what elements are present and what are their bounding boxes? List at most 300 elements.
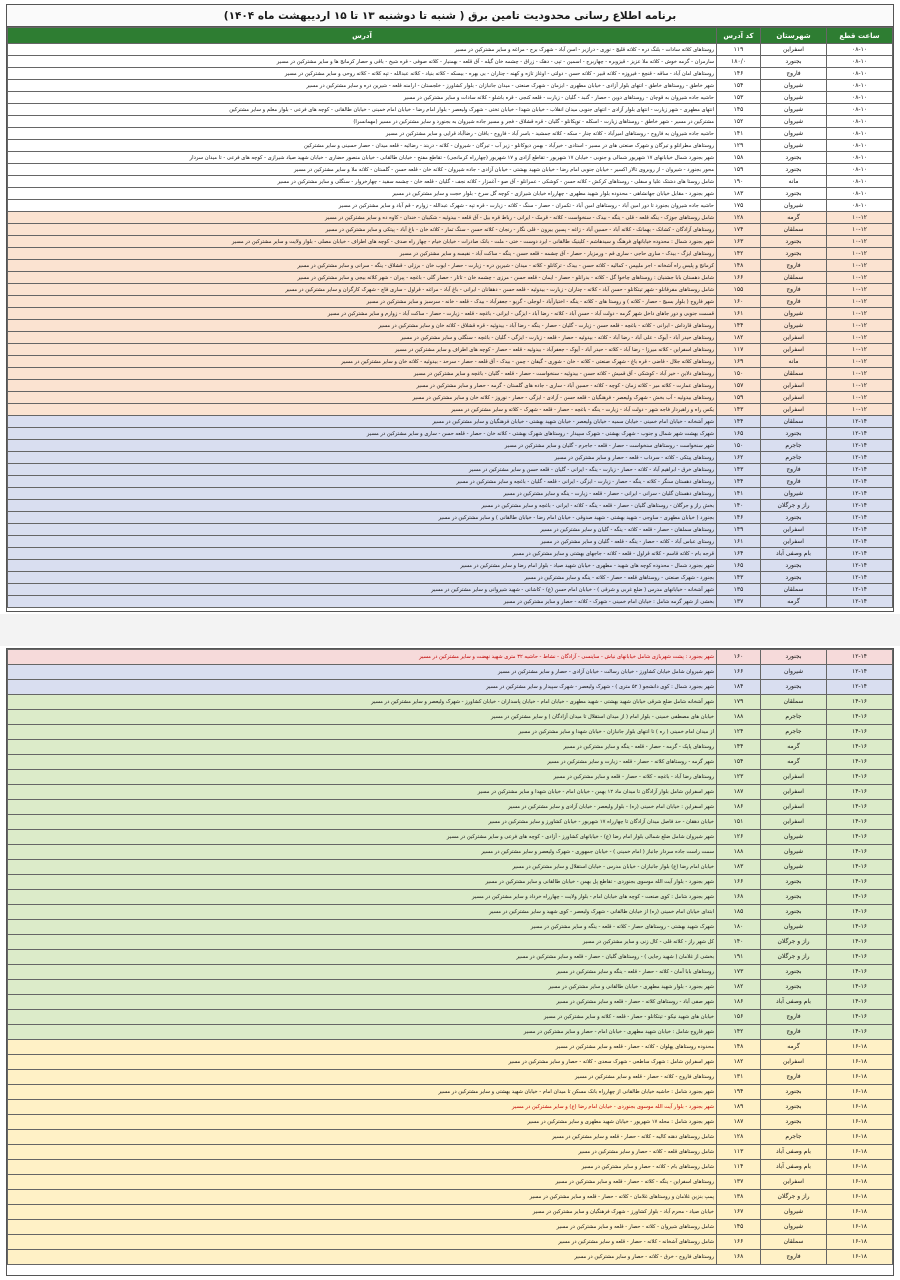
cell-address: شامل روستا های دشتک علیا و سفلی - روستاهای کرکش - کلاته حسن - کوشکی - عمرانلو - آق صو - آغمزار - کلاته نجف - گلیان - قلعه خان - چشمه سفید - چهارخروار - سنگلی و سایر مشترکین در مسیر [8,176,717,188]
cell-city: بجنورد [761,560,827,572]
cell-code: ۱۹۱ [717,950,761,965]
cell-city: فاروج [761,1250,827,1265]
cell-time: ۱۰-۱۲ [827,284,893,296]
cell-city: بجنورد [761,1085,827,1100]
cell-city: شیروان [761,488,827,500]
cell-code: ۱۶۳ [717,236,761,248]
table-row [8,1235,893,1250]
cell-code: ۱۵۰ [717,440,761,452]
cell-code: ۱۶۰ [717,650,761,665]
cell-address: روستاهای فاروج - خرق - کلاته - حصار و سایر مشترکین در مسیر [8,1250,717,1265]
cell-time: ۱۰-۱۲ [827,308,893,320]
cell-city: بجنورد [761,650,827,665]
cell-time: ۰۸-۱۰ [827,68,893,80]
cell-code: ۱۲۹ [717,140,761,152]
cell-city: شیروان [761,845,827,860]
cell-city: بجنورد [761,56,827,68]
table-row [8,272,893,284]
cell-address: کرمانج و پلیس راه آشخانه - اجر ملیپس - کمالیه - کلاته حسن - بیدک - ترکانلو - کلاته - میدان - شیرین دره - زیارت - حصار - ایوب خان - برزلی - قشلاق - ینگه - سرانی و سایر مشترکین در مسیر [8,260,717,272]
cell-code: ۱۵۹ [717,164,761,176]
table-row [8,845,893,860]
cell-time: ۱۴-۱۶ [827,920,893,935]
table-row [8,140,893,152]
table-row [8,1070,893,1085]
cell-city: اسفراین [761,404,827,416]
cell-city: مانه [761,176,827,188]
outage-table-part-1 [6,4,894,612]
table-row [8,1025,893,1040]
cell-address: خیابان دهقان - حد فاصل میدان آزادگان تا چهارراه ۱۷ شهریور - خیابان کشاورز و سایر مشترکین در مسیر [8,815,717,830]
cell-city: اسفراین [761,524,827,536]
table-row [8,725,893,740]
cell-time: ۱۴-۱۶ [827,815,893,830]
cell-city: جاجرم [761,710,827,725]
cell-code: ۱۴۱ [717,128,761,140]
table-row [8,152,893,164]
cell-address: شامل روستاهای آشخانه - کلاته - حصار - قلعه و سایر مشترکین در مسیر [8,1235,717,1250]
table-row [8,248,893,260]
cell-code: ۱۸۲ [717,332,761,344]
cell-code: ۱۸۷ [717,1115,761,1130]
table-row [8,1205,893,1220]
table-row [8,1220,893,1235]
cell-address: روستاهای پیتکی - کلاته - سرداب - قلعه - حصار و سایر مشترکین در مسیر [8,452,717,464]
table-row [8,44,893,56]
table-row [8,524,893,536]
table-row [8,1175,893,1190]
cell-time: ۱۴-۱۶ [827,800,893,815]
cell-address: شهر بجنورد - بلوار آیت الله موسوی بجنوردی - تقاطع پل بهمن - خیابان طالقانی و سایر مشترکین در مسیر [8,875,717,890]
cell-code: ۱۴۰ [717,935,761,950]
cell-city: فاروج [761,1025,827,1040]
cell-city: سملقان [761,272,827,284]
cell-city: جاجرم [761,440,827,452]
cell-code: ۱۶۱ [717,308,761,320]
table-row [8,464,893,476]
table-row [8,815,893,830]
cell-code: ۱۷۳ [717,965,761,980]
cell-code: ۱۵۴ [717,80,761,92]
cell-city: بام وصفی آباد [761,1145,827,1160]
cell-address: شهر بجنورد شمال - محدوده کوچه های شهید - مطهری - خیابان شهید صیاد - بلوار امام رضا و سایر مشترکین در مسیر [8,560,717,572]
cell-address: شهر آشخانه - خیابانهای مدرس ( ضلع غربی و شرقی ) - خیابان امام حسن (ع) - کاشانی - شهید شیروانی و سایر مشترکین در مسیر [8,584,717,596]
cell-address: شهر اسفراین شامل بلوار آزادگان تا میدان ماد ۱۲ بهمن - خیابان امام - خیابان شهدا و سایر مشترکین در مسیر [8,785,717,800]
cell-code: ۱۷۹ [717,695,761,710]
cell-address: خیابان امام رضا (ع) بلوار جانبازان - خیابان مدرس - خیابان استقلال و سایر مشترکین در مسیر [8,860,717,875]
cell-city: اسفراین [761,332,827,344]
cell-time: ۱۴-۱۶ [827,755,893,770]
cell-city: فاروج [761,296,827,308]
cell-code: ۱۹۴ [717,1085,761,1100]
table-row [8,200,893,212]
cell-address: روستاهای بابا آمان - کلاته - حصار - قلعه - ینگه و سایر مشترکین در مسیر [8,965,717,980]
cell-address: شهر گرمه - روستاهای کلاته - حصار - قلعه - زیارت و سایر مشترکین در مسیر [8,755,717,770]
cell-address: مشترکین در مسیر - شهر خاطق - روستاهای زیارت - اسکله - توپکانلو - گلیان - قره قشلاق - فجر و مسیر جاده شیروان به بجنورد و سایر مشترکین در مسیر (مهمانسرا) [8,116,717,128]
table-row [8,512,893,524]
cell-code: ۱۵۵ [717,284,761,296]
cell-time: ۱۲-۱۴ [827,500,893,512]
cell-address: روستاهای دهستان گلیان - سرانی - ایرانی - حصار - قلعه - زیارت - ینگه و سایر مشترکین در مسیر [8,488,717,500]
cell-time: ۱۴-۱۶ [827,905,893,920]
table-row [8,236,893,248]
table-row [8,1055,893,1070]
cell-address: شامل روستاهای شیروان - کلاته - حصار - قلعه و سایر مشترکین در مسیر [8,1220,717,1235]
cell-city: جاجرم [761,1130,827,1145]
cell-address: شهر آشخانه شامل ضلع شرقی خیابان شهید بهشتی - شهید مطهری - خیابان امام - خیابان پاسداران - خیابان کشاورز - شهرک ولیعصر و سایر مشترکین در مسیر [8,695,717,710]
cell-code: ۱۶۱ [717,536,761,548]
cell-city: بجنورد [761,152,827,164]
cell-address: روستاهای خرق - ابراهیم آباد - کلاته - حصار - زیارت - ینگه - ایرانی - گلیان - قلعه حسن و سایر مشترکین در مسیر [8,464,717,476]
table-row [8,440,893,452]
cell-city: فاروج [761,476,827,488]
table-row [8,1010,893,1025]
cell-city: سملقان [761,368,827,380]
cell-address: شهرک بهشت شهر شمال و جنوب - شهرک بهشتی - شهرک سپیدار - روستاهای شهرک بهشتی - کلاته خان - حصار - قلعه حسن - ساری و سایر مشترکین در مسیر [8,428,717,440]
cell-address: شهر بجنورد شمال : کوی دانشجو ( ۵۲ متری ) - شهرک ولیعصر - شهرک سپیدار و سایر مشترکین در مسیر [8,680,717,695]
cell-city: شیروان [761,104,827,116]
cell-code: ۱۴۱ [717,488,761,500]
cell-time: ۱۰-۱۲ [827,368,893,380]
cell-code: ۱۴۹ [717,524,761,536]
cell-code: ۱۶۴ [717,548,761,560]
cell-city: شیروان [761,830,827,845]
cell-code: ۱۳۷ [717,1175,761,1190]
page-title: برنامه اطلاع رسانی محدودیت تامین برق ( شنبه تا دوشنبه ۱۳ تا ۱۵ اردیبهشت ماه ۱۴۰۴) [7,5,893,27]
cell-time: ۰۸-۱۰ [827,80,893,92]
table-row [8,536,893,548]
table-row [8,176,893,188]
cell-address: شهرک شهید بهشتی - روستاهای حصار - کلاته - قلعه - ینگه و سایر مشترکین در مسیر [8,920,717,935]
cell-code: ۱۴۳ [717,404,761,416]
cell-time: ۱۶-۱۸ [827,1235,893,1250]
cell-address: روستاهای آزادگان - کشانک - بهمانک - کلاته آباد - حسین آباد - زاغه - پسین بیرون - قلی نگار - رنجان - کلاته حسن - سنگ تمار - کلاته خان - باغ آباد - پیتکی و سایر مشترکین در مسیر [8,224,717,236]
cell-city: گرمه [761,1040,827,1055]
cell-code: ۱۲۶ [717,830,761,845]
cell-address: شامل روستاهای بام - کلاته - حصار و سایر مشترکین در مسیر [8,1160,717,1175]
cell-time: ۱۶-۱۸ [827,1055,893,1070]
cell-address: روستاهای اسفراین - ینگه - کلاته - حصار - قلعه و سایر مشترکین در مسیر [8,1175,717,1190]
cell-code: ۱۷۵ [717,200,761,212]
cell-time: ۰۸-۱۰ [827,116,893,128]
table-row [8,695,893,710]
table-row [8,260,893,272]
cell-address: شهر صفی آباد - روستاهای کلاته - حصار - قلعه و سایر مشترکین در مسیر [8,995,717,1010]
cell-time: ۱۶-۱۸ [827,1250,893,1265]
cell-time: ۱۲-۱۴ [827,650,893,665]
table-row [8,164,893,176]
cell-address: شهر فاروج ( بلوار بسیج - حصار - کلاته ) و روستا های - کلاته - ینگه - اختیارآباد - لوجلی - گریو - جعفرآباد - بیدک - قلعه - خانه - سرسبز و سایر مشترکین در مسیر [8,296,717,308]
cell-city: شیروان [761,665,827,680]
cell-address: روستاهای دهستان سنگر - کلاته - ینگه - حصار - زیارت - ایزگی - ایرانی - قلعه - گلیان - باغچه و سایر مشترکین در مسیر [8,476,717,488]
cell-time: ۱۶-۱۸ [827,1145,893,1160]
cell-time: ۱۲-۱۴ [827,536,893,548]
cell-time: ۱۶-۱۸ [827,1085,893,1100]
cell-address: خیابان صیاد - محرم آباد - بلوار کشاورز - شهرک فرهنگیان و سایر مشترکین در مسیر [8,1205,717,1220]
cell-code: ۱۸۲ [717,980,761,995]
cell-code: ۱۳۸ [717,1190,761,1205]
cell-time: ۱۲-۱۴ [827,680,893,695]
cell-time: ۰۸-۱۰ [827,56,893,68]
cell-code: ۱۶۶ [717,1235,761,1250]
cell-address: یکس راه و راهبردار فاجه شهر - دولت آباد - زیارت - ینگه - باغچه - حصار - قلعه - شهرک - کلاته و سایر مشترکین در مسیر [8,404,717,416]
cell-address: شهر فاروج شامل : خیابان شهید مطهری - خیابان امام - حصار و سایر مشترکین در مسیر [8,1025,717,1040]
table-row [8,56,893,68]
cell-time: ۱۰-۱۲ [827,212,893,224]
table-row [8,1190,893,1205]
cell-city: شیروان [761,140,827,152]
cell-city: بام وصفی آباد [761,995,827,1010]
cell-address: شهر بجنورد شامل : کوی صنعت - کوچه های خیابان امام - بلوار ولایت - چهارراه خرداد و سایر مشترکین در مسیر [8,890,717,905]
cell-code: ۱۵۴ [717,755,761,770]
cell-time: ۱۴-۱۶ [827,860,893,875]
cell-code: ۱۱۳ [717,1145,761,1160]
cell-time: ۱۶-۱۸ [827,1160,893,1175]
cell-code: ۱۶۰ [717,296,761,308]
cell-code: ۱۸۳ [717,188,761,200]
cell-address: انتهای مطهری - شهر زیارت - انتهای بلوار آزادی - انتهای جنوبی میدان انقلاب - خیابان شهدا - خیابان تختی - شهرک ولیعصر - بلوار امام رضا - خیابان امام خمینی - خیابان طالقانی - کوچه های فرعی - بلوار معلم و سایر مشترکین [8,104,717,116]
cell-address: شهر سنخواست - روستاهای سنخواست - حصار - قلعه - جاجرم - گلیان و سایر مشترکین در مسیر [8,440,717,452]
cell-address: شهر بجنورد شامل : محله ۱۷ شهریور - خیابان شهید مطهری و سایر مشترکین در مسیر [8,1115,717,1130]
cell-code: ۱۲۸ [717,212,761,224]
outage-table-continued [7,649,893,1265]
cell-code: ۱۴۸ [717,260,761,272]
cell-time: ۱۲-۱۴ [827,524,893,536]
cell-city: اسفراین [761,785,827,800]
cell-time: ۱۲-۱۴ [827,665,893,680]
cell-address: شهر بجنورد - بلوار آیت الله موسوی بجنوردی - خیابان امام رضا (ع) و سایر مشترکین در مسیر [8,1100,717,1115]
table-row [8,380,893,392]
cell-address: بخش راز و جرگلان - روستاهای گلیان - حصار - قلعه - ینگه - کلاته - ایرانی - باغچه و سایر مشترکین در مسیر [8,500,717,512]
cell-city: بجنورد [761,905,827,920]
cell-time: ۱۴-۱۶ [827,965,893,980]
table-row [8,572,893,584]
table-row [8,104,893,116]
cell-city: بجنورد [761,572,827,584]
cell-time: ۱۲-۱۴ [827,572,893,584]
cell-address: بجنورد ( خیابان مطهری - ساوجی - شهید بهشتی - شهید صدوقی - خیابان امام رضا - خیابان طالقانی ) و سایر مشترکین در مسیر [8,512,717,524]
cell-code: ۱۴۵ [717,104,761,116]
cell-city: اسفراین [761,815,827,830]
cell-city: اسفراین [761,770,827,785]
cell-time: ۱۴-۱۶ [827,740,893,755]
cell-city: فاروج [761,284,827,296]
cell-time: ۱۴-۱۶ [827,890,893,905]
cell-time: ۱۲-۱۴ [827,548,893,560]
table-row [8,875,893,890]
cell-code: ۱۶۶ [717,665,761,680]
cell-code: ۱۴۴ [717,740,761,755]
cell-city: بجنورد [761,512,827,524]
cell-time: ۱۰-۱۲ [827,344,893,356]
table-row [8,965,893,980]
cell-time: ۱۶-۱۸ [827,1220,893,1235]
cell-city: گرمه [761,755,827,770]
cell-code: ۱۴۳ [717,464,761,476]
cell-time: ۱۰-۱۲ [827,248,893,260]
cell-city: بجنورد [761,875,827,890]
cell-time: ۱۴-۱۶ [827,1025,893,1040]
table-row [8,1160,893,1175]
cell-code: ۱۴۴ [717,320,761,332]
cell-code: ۱۳۵ [717,584,761,596]
cell-city: گرمه [761,212,827,224]
cell-code: ۱۸۶ [717,995,761,1010]
cell-city: فاروج [761,68,827,80]
cell-address: بخشی از غلامان ( شهید رجایی ) - روستاهای گلیان - حصار - قلعه و سایر مشترکین در مسیر [8,950,717,965]
cell-address: روستای عباس آباد - کلاته - حصار - ینگه - قلعه - گلیان و سایر مشترکین در مسیر [8,536,717,548]
table-row [8,332,893,344]
cell-city: بجنورد [761,428,827,440]
cell-city: سملقان [761,695,827,710]
table-row [8,92,893,104]
cell-code: ۱۶۸ [717,890,761,905]
cell-code: ۱۵۹ [717,392,761,404]
cell-code: ۱۲۳ [717,770,761,785]
cell-time: ۱۰-۱۲ [827,260,893,272]
cell-address: روستاهای امان آباد - ساقه - قنچغ - فیروزه - کلاته قبیر - کلاته حسن - دولتی - اوغاز تازه و کهنه - چناران - بی بهره - بیسکه - کلاته بنیاد - کلاته عبدالله - تپه کلاته - کلاته روحی و سایر مشترکین در مسیر [8,68,717,80]
cell-time: ۱۲-۱۴ [827,416,893,428]
cell-code: ۱۸۵ [717,905,761,920]
table-row [8,212,893,224]
cell-city: شیروان [761,116,827,128]
cell-city: گرمه [761,596,827,608]
cell-address: روستاهای قارداش - ایرانی - کلاته - باغچه - قلعه حسن - زیارت - گلیان - حصار - ینگه - رضا آباد - بیدوئیه - قره قشلاق - کلاته خان و سایر مشترکین در مسیر [8,320,717,332]
table-row [8,392,893,404]
cell-time: ۱۲-۱۴ [827,596,893,608]
table-body-top [8,44,893,608]
cell-time: ۱۴-۱۶ [827,785,893,800]
table-row [8,800,893,815]
cell-address: کل شهر راز - کلاته قلی - کال زنی و سایر مشترکین در مسیر [8,935,717,950]
cell-code: ۱۶۲ [717,452,761,464]
cell-city: سملقان [761,416,827,428]
cell-time: ۱۰-۱۲ [827,380,893,392]
cell-city: بجنورد [761,680,827,695]
cell-time: ۰۸-۱۰ [827,128,893,140]
cell-city: بجنورد [761,164,827,176]
table-row [8,1100,893,1115]
cell-code: ۱۱۹ [717,44,761,56]
cell-city: شیروان [761,920,827,935]
table-row [8,116,893,128]
cell-city: بام وصفی آباد [761,1160,827,1175]
cell-code: ۱۴۸ [717,1040,761,1055]
column-header-code: کد آدرس [717,28,761,44]
cell-address: روستاهای فاروج - کلاته - حصار - قلعه و سایر مشترکین در مسیر [8,1070,717,1085]
cell-code: ۱۳۷ [717,596,761,608]
table-row [8,1040,893,1055]
table-row [8,1145,893,1160]
cell-time: ۱۲-۱۴ [827,488,893,500]
cell-code: ۱۸۲ [717,1055,761,1070]
cell-code: ۱۸۸ [717,845,761,860]
table-row [8,416,893,428]
cell-city: اسفراین [761,800,827,815]
cell-code: ۱۵۰ [717,368,761,380]
cell-city: اسفراین [761,536,827,548]
cell-code: ۱۸۷ [717,785,761,800]
cell-address: روستاهای ایزگ - بیدک - ساری حاجی - ساری قم - ورمزیار - حصار - آق چشمه - قلعه حسن - ینگه - ساکت آباد - نفیسه و سایر مشترکین در مسیر [8,248,717,260]
cell-city: جاجرم [761,725,827,740]
cell-address: روستاهای دلاین - خیر آباد - کوشکی - آق قمیش - کلاته حسن - بیدوئیه - سنخواست - حصار - قلعه - گلیان - باغچه و سایر مشترکین در مسیر [8,368,717,380]
table-row [8,560,893,572]
cell-city: بجنورد [761,980,827,995]
cell-address: حاشیه جاده شیروان به فاروج - روستاهای امیرآباد - کلاته چنار - سکه - کلاته جمشید - باسر آباد - فاروج - بافان - رضاآباد قرایی و سایر مشترکین در مسیر [8,128,717,140]
cell-city: سملقان [761,224,827,236]
cell-time: ۱۲-۱۴ [827,476,893,488]
table-row [8,224,893,236]
table-row [8,1250,893,1265]
cell-time: ۱۰-۱۲ [827,224,893,236]
cell-city: شیروان [761,860,827,875]
column-header-address: آدرس [8,28,717,44]
cell-city: شیروان [761,320,827,332]
cell-address: شهر بجنورد : پشت شهربازی شامل خیابانهای نیاش - ساینسی - آزادگان - نشاط - حاشیه ۳۲ متری شهید نهضت و سایر مشترکین در مسیر [8,650,717,665]
cell-city: اسفراین [761,392,827,404]
table-row [8,188,893,200]
table-row [8,428,893,440]
cell-code: ۱۸۳ [717,860,761,875]
cell-code: ۱۵۶ [717,1010,761,1025]
cell-code: ۱۱۷ [717,344,761,356]
table-row [8,830,893,845]
outage-table-part-2 [6,648,894,1276]
cell-time: ۱۴-۱۶ [827,725,893,740]
cell-time: ۱۰-۱۲ [827,272,893,284]
cell-code: ۱۹۰ [717,176,761,188]
cell-code: ۱۵۷ [717,380,761,392]
table-row [8,308,893,320]
cell-city: شیروان [761,92,827,104]
cell-code: ۱۶۷ [717,1205,761,1220]
cell-city: مانه [761,356,827,368]
cell-code: ۱۵۸ [717,152,761,164]
cell-time: ۱۲-۱۴ [827,512,893,524]
table-row [8,368,893,380]
cell-time: ۱۴-۱۶ [827,995,893,1010]
cell-code: ۱۴۲ [717,248,761,260]
cell-code: ۱۴۲ [717,1025,761,1040]
cell-address: بخشی از شهر گرمه شامل : خیابان امام خمینی - شهرک - کلاته - حصار و سایر مشترکین در مسیر [8,596,717,608]
cell-code: ۱۵۳ [717,92,761,104]
cell-address: روستاهای رضا آباد - باغچه - کلاته - حصار - قلعه و سایر مشترکین در مسیر [8,770,717,785]
cell-time: ۱۶-۱۸ [827,1190,893,1205]
cell-code: ۱۴۳ [717,572,761,584]
cell-address: حاشیه جاده شیروان به قوچان - روستاهای دوین - حصار - گنبد - گلیان - زیارت - قلعه کنجی - قره باشلو - کلاته سادات و سایر مشترکین در مسیر [8,92,717,104]
cell-code: ۱۶۸ [717,1250,761,1265]
cell-time: ۱۶-۱۸ [827,1115,893,1130]
table-row [8,755,893,770]
cell-code: ۱۸۰/۰ [717,56,761,68]
cell-code: ۱۶۵ [717,428,761,440]
cell-city: راز و جرگلان [761,935,827,950]
cell-city: راز و جرگلان [761,500,827,512]
table-row [8,740,893,755]
cell-code: ۱۸۰ [717,920,761,935]
cell-time: ۱۰-۱۲ [827,236,893,248]
cell-city: گرمه [761,740,827,755]
cell-address: شهر خاطق - روستاهای خاطق - انتهای بلوار آزادی - خیابان مطهری - ایزمان - شهرک صنعتی - میدان جانبازان - بلوار کشاورز - خلجستان - ارامنه قلعه - شیرین دره و سایر مشترکین در مسیر [8,80,717,92]
cell-code: ۱۴۶ [717,512,761,524]
table-row [8,584,893,596]
cell-address: شهر شیروان شامل خیابان کشاورز - خیابان رسالت - خیابان آزادی - حصار و سایر مشترکین در مسیر [8,665,717,680]
cell-time: ۱۰-۱۲ [827,404,893,416]
cell-code: ۱۲۸ [717,1130,761,1145]
table-row [8,650,893,665]
cell-city: اسفراین [761,1055,827,1070]
table-row [8,548,893,560]
cell-time: ۱۴-۱۶ [827,845,893,860]
